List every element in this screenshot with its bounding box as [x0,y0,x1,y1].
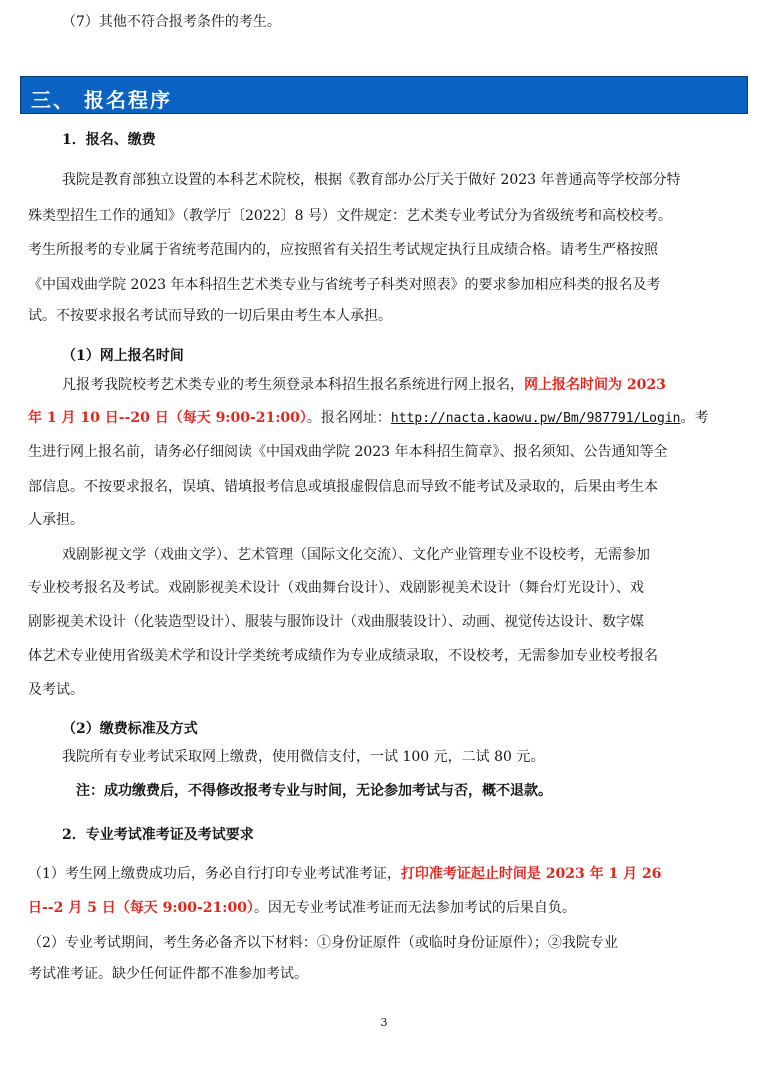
exclusion-item-7: （7）其他不符合报考条件的考生。 [62,14,281,30]
text-span: 凡报考我院校考艺术类专业的考生须登录本科招生报名系统进行网上报名， [62,377,524,393]
paragraph-line: 剧影视美术设计（化装造型设计）、服装与服饰设计（戏曲服装设计）、动画、视觉传达设计、数字媒 [28,614,644,630]
paragraph-line: 考生所报考的专业属于省统考范围内的，应按照省有关招生考试规定执行且成绩合格。请考生严格按照 [28,242,658,258]
paragraph-line: 部信息。不按要求报名，误填、错填报考信息或填报虚假信息而导致不能考试及录取的，后果由考生本 [28,479,658,495]
paragraph-line [28,408,709,429]
paragraph-line: 《中国戏曲学院 2023 年本科招生艺术类专业与省统考子科类对照表》的要求参加相应科类的报名及考 [28,277,661,293]
registration-url-link[interactable]: http://nacta.kaowu.pw/Bm/987791/Login [390,411,681,426]
paragraph-line [28,864,661,884]
paragraph-line: 专业校考报名及考试。戏剧影视美术设计（戏曲舞台设计）、戏剧影视美术设计（舞台灯光设计）、戏 [28,580,644,596]
paragraph-line: 体艺术专业使用省级美术学和设计学类统考成绩作为专业成绩录取，不设校考，无需参加专业校考报名 [28,648,658,664]
paragraph-line [28,898,576,918]
highlight-registration-date: 年 1 月 10 日--20 日（每天 9:00-21:00） [28,410,307,426]
text-span: 。考 [680,410,709,426]
paragraph-line: 生进行网上报名前，请务必仔细阅读《中国戏曲学院 2023 年本科招生简章》、报名须知、公告通知等全 [28,444,668,460]
text-span: 。报名网址： [306,410,391,426]
text-span: 。因无专业考试准考证而无法参加考试的后果自负。 [253,900,576,916]
highlight-registration-time: 网上报名时间为 2023 [524,377,666,393]
highlight-print-date: 日--2 月 5 日（每天 9:00-21:00） [28,900,254,916]
page-number: 3 [380,1016,388,1029]
heading-online-registration-time: （1）网上报名时间 [62,348,184,364]
paragraph-line: 考试准考证。缺少任何证件都不准参加考试。 [28,966,308,982]
paragraph-line: 殊类型招生工作的通知》（教学厅〔2022〕8 号）文件规定：艺术类专业考试分为省级统考和高校校考。 [28,208,672,224]
paragraph-line [62,375,666,395]
highlight-print-time: 打印准考证起止时间是 2023 年 1 月 26 [400,866,662,882]
heading-admission-ticket: 2．专业考试准考证及考试要求 [62,827,254,843]
heading-registration-payment: 1．报名、缴费 [62,132,156,148]
paragraph-line: 试。不按要求报名考试而导致的一切后果由考生本人承担。 [28,308,392,324]
paragraph-line: （2）专业考试期间，考生务必备齐以下材料：①身份证原件（或临时身份证原件）；②我院专业 [28,935,618,951]
section-title: 三、 报名程序 [31,88,172,112]
heading-fee-standard: （2）缴费标准及方式 [62,721,198,737]
paragraph-line: 我院所有专业考试采取网上缴费，使用微信支付，一试 100 元，二试 80 元。 [62,749,545,765]
text-span: （1）考生网上缴费成功后，务必自行打印专业考试准考证， [28,866,401,882]
paragraph-line: 及考试。 [28,682,84,698]
paragraph-line: 戏剧影视文学（戏曲文学）、艺术管理（国际文化交流）、文化产业管理专业不设校考，无需参加 [62,547,650,563]
paragraph-line: 人承担。 [28,512,84,528]
paragraph-line: 我院是教育部独立设置的本科艺术院校，根据《教育部办公厅关于做好 2023 年普通高等学校部分特 [62,172,681,188]
note-no-refund: 注：成功缴费后，不得修改报考专业与时间，无论参加考试与否，概不退款。 [76,783,552,799]
section-banner [20,76,748,114]
